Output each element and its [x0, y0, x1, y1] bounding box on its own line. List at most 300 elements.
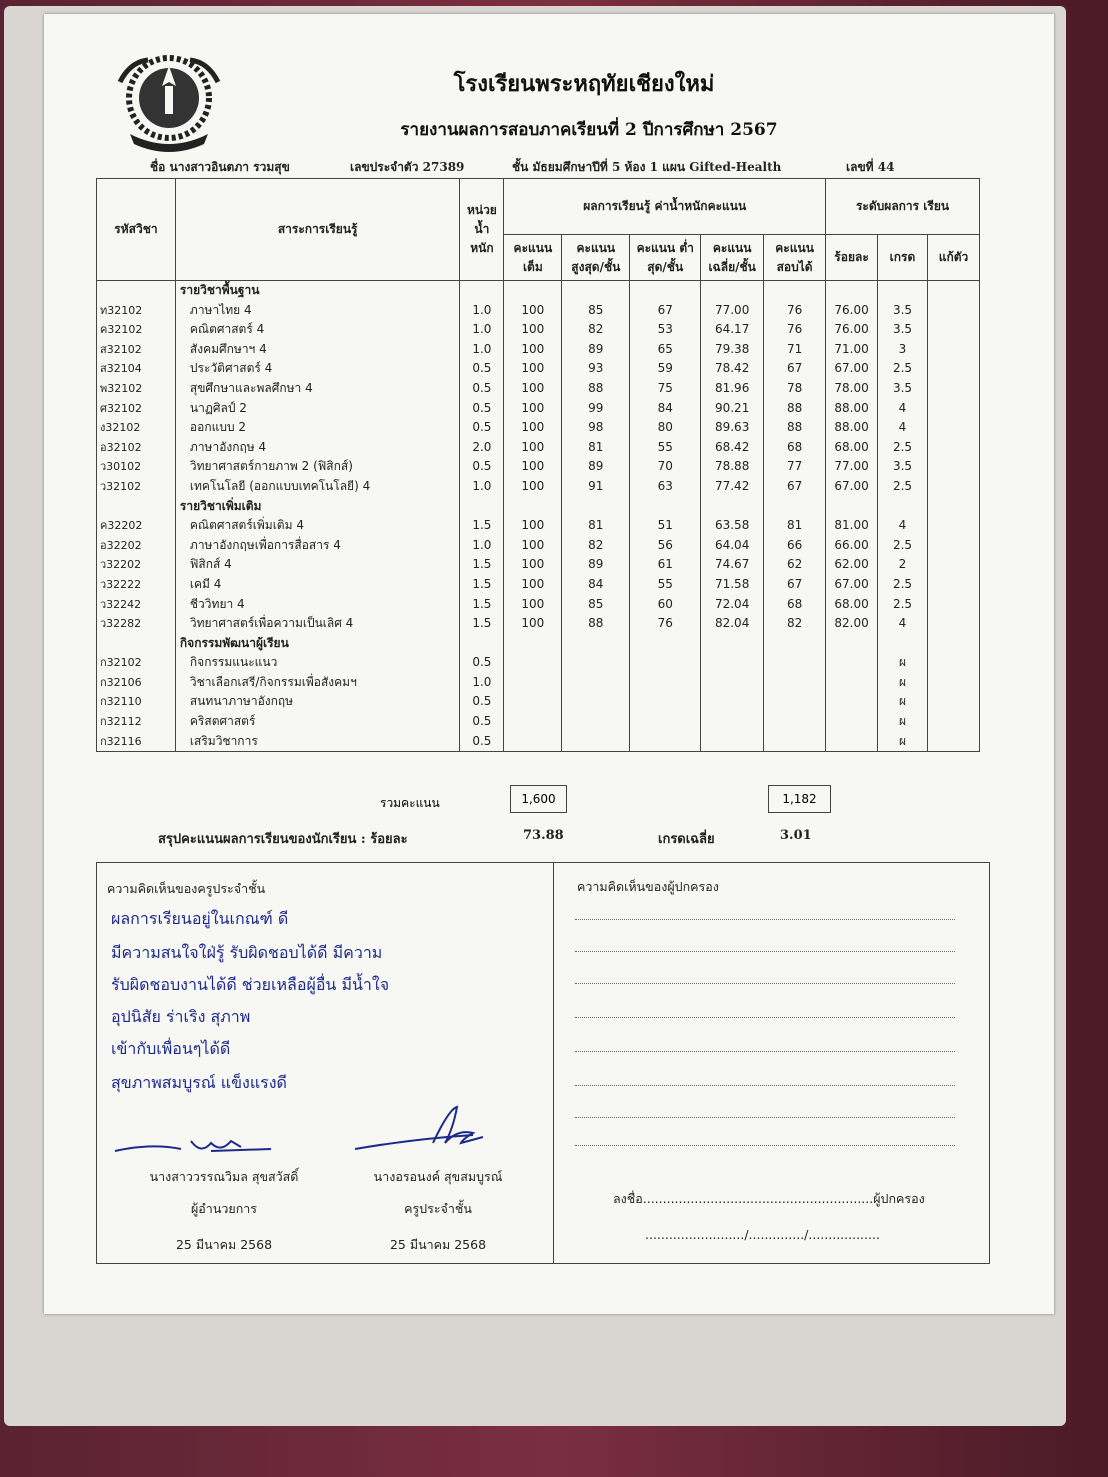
cell-min: 60: [630, 595, 701, 615]
cell-credit: 0.5: [460, 457, 504, 477]
cell-full: [504, 692, 562, 712]
cell-code: ว30102: [97, 457, 176, 477]
cell-avg: 89.63: [701, 418, 764, 438]
teacher-comment-line: ผลการเรียนอยู่ในเกณฑ์ ดี: [111, 909, 289, 928]
director-signature-icon: [111, 1125, 281, 1165]
student-class: ชั้น มัธยมศึกษาปีที่ 5 ห้อง 1 แผน Gifted-Health: [512, 160, 782, 174]
cell-code: ค32202: [97, 516, 176, 536]
cell-pct: 88.00: [826, 418, 878, 438]
cell-pct: [826, 732, 878, 752]
cell-max: 89: [562, 457, 630, 477]
cell-code: ก32110: [97, 692, 176, 712]
cell-remedy: [927, 418, 979, 438]
cell-grade: 4: [878, 418, 928, 438]
cell-code: ว32222: [97, 575, 176, 595]
cell-full: 100: [504, 555, 562, 575]
cell-avg: 64.17: [701, 320, 764, 340]
student-name: ชื่อ นางสาวอินตภา รวมสุข: [150, 160, 290, 174]
cell-subject: สุขศึกษาและพลศึกษา 4: [175, 379, 460, 399]
cell-full: 100: [504, 457, 562, 477]
cell-max: 93: [562, 359, 630, 379]
cell-got: [764, 732, 826, 752]
cell-min: 56: [630, 536, 701, 556]
header-credit: หน่วย น้ำ หนัก: [460, 179, 504, 281]
cell-remedy: [927, 301, 979, 321]
cell-avg: 77.00: [701, 301, 764, 321]
cell-grade: 2.5: [878, 575, 928, 595]
cell-subject: ออกแบบ 2: [175, 418, 460, 438]
cell-credit: 1.5: [460, 595, 504, 615]
cell-remedy: [927, 575, 979, 595]
student-number: เลขที่ 44: [846, 160, 895, 174]
table-row: [97, 653, 980, 673]
cell-code: อ32202: [97, 536, 176, 556]
cell-grade: 2.5: [878, 536, 928, 556]
cell-got: 88: [764, 418, 826, 438]
cell-pct: 67.00: [826, 575, 878, 595]
cell-max: [562, 653, 630, 673]
table-row: [97, 516, 980, 536]
cell-min: 84: [630, 399, 701, 419]
cell-pct: 71.00: [826, 340, 878, 360]
cell-max: [562, 673, 630, 693]
cell-credit: 1.5: [460, 614, 504, 634]
school-name: โรงเรียนพระหฤทัยเชียงใหม่: [453, 71, 715, 97]
gpa-value: 3.01: [780, 828, 812, 843]
table-row: [97, 692, 980, 712]
section-additional: รายวิชาเพิ่มเติม: [175, 497, 460, 517]
summary-percent: 73.88: [523, 828, 564, 843]
header-subject: สาระการเรียนรู้: [175, 179, 460, 281]
cell-pct: 66.00: [826, 536, 878, 556]
cell-full: 100: [504, 516, 562, 536]
cell-max: [562, 692, 630, 712]
parent-dotted-line: [575, 1117, 955, 1118]
cell-min: [630, 732, 701, 752]
cell-subject: ภาษาอังกฤษเพื่อการสื่อสาร 4: [175, 536, 460, 556]
table-row: [97, 457, 980, 477]
cell-got: 67: [764, 477, 826, 497]
cell-credit: 0.5: [460, 653, 504, 673]
cell-min: 53: [630, 320, 701, 340]
cell-full: 100: [504, 536, 562, 556]
cell-code: ก32112: [97, 712, 176, 732]
cell-credit: 1.5: [460, 516, 504, 536]
cell-full: 100: [504, 399, 562, 419]
cell-avg: 71.58: [701, 575, 764, 595]
cell-got: 78: [764, 379, 826, 399]
parent-dotted-line: [575, 1145, 955, 1146]
cell-grade: ผ: [878, 732, 928, 752]
cell-grade: ผ: [878, 692, 928, 712]
parent-comment-label: ความคิดเห็นของผู้ปกครอง: [577, 879, 719, 894]
cell-pct: 78.00: [826, 379, 878, 399]
total-got: 1,182: [768, 785, 831, 813]
header-code: รหัสวิชา: [97, 179, 176, 281]
cell-grade: 4: [878, 516, 928, 536]
cell-min: 59: [630, 359, 701, 379]
cell-remedy: [927, 379, 979, 399]
cell-got: 71: [764, 340, 826, 360]
cell-full: [504, 673, 562, 693]
cell-credit: 1.0: [460, 673, 504, 693]
cell-got: 67: [764, 359, 826, 379]
cell-credit: 1.5: [460, 575, 504, 595]
header-grade: เกรด: [878, 235, 928, 281]
table-row: [97, 301, 980, 321]
cell-pct: 88.00: [826, 399, 878, 419]
cell-subject: ชีววิทยา 4: [175, 595, 460, 615]
cell-avg: 79.38: [701, 340, 764, 360]
cell-got: [764, 653, 826, 673]
cell-code: ก32116: [97, 732, 176, 752]
cell-code: ก32102: [97, 653, 176, 673]
cell-grade: 4: [878, 614, 928, 634]
cell-got: [764, 673, 826, 693]
cell-code: ศ32102: [97, 399, 176, 419]
cell-min: 63: [630, 477, 701, 497]
cell-subject: ประวัติศาสตร์ 4: [175, 359, 460, 379]
cell-pct: 68.00: [826, 595, 878, 615]
grades-body: [97, 281, 980, 752]
cell-avg: 77.42: [701, 477, 764, 497]
cell-min: 55: [630, 575, 701, 595]
cell-full: [504, 712, 562, 732]
cell-credit: 1.0: [460, 340, 504, 360]
comments-box: [96, 862, 990, 1264]
header-avg: คะแนน เฉลี่ย/ชั้น: [701, 235, 764, 281]
cell-got: 68: [764, 595, 826, 615]
cell-code: ว32242: [97, 595, 176, 615]
director-date: 25 มีนาคม 2568: [175, 1237, 273, 1252]
cell-avg: 64.04: [701, 536, 764, 556]
cell-full: 100: [504, 301, 562, 321]
header-max: คะแนน สูงสุด/ชั้น: [562, 235, 630, 281]
cell-max: 98: [562, 418, 630, 438]
table-row: [97, 555, 980, 575]
cell-max: 88: [562, 614, 630, 634]
cell-subject: คริสตศาสตร์: [175, 712, 460, 732]
cell-avg: [701, 712, 764, 732]
cell-full: 100: [504, 418, 562, 438]
cell-subject: คณิตศาสตร์ 4: [175, 320, 460, 340]
section-row-activities: [97, 634, 980, 654]
cell-remedy: [927, 732, 979, 752]
cell-grade: 2.5: [878, 359, 928, 379]
cell-got: 67: [764, 575, 826, 595]
cell-min: 80: [630, 418, 701, 438]
cell-full: [504, 653, 562, 673]
cell-code: อ32102: [97, 438, 176, 458]
cell-full: 100: [504, 379, 562, 399]
cell-pct: [826, 673, 878, 693]
cell-credit: 0.5: [460, 732, 504, 752]
cell-pct: [826, 692, 878, 712]
cell-avg: 63.58: [701, 516, 764, 536]
cell-code: ส32102: [97, 340, 176, 360]
cell-credit: 1.0: [460, 536, 504, 556]
parent-dotted-line: [575, 951, 955, 952]
cell-pct: 68.00: [826, 438, 878, 458]
cell-grade: 3: [878, 340, 928, 360]
cell-full: 100: [504, 595, 562, 615]
total-full: 1,600: [510, 785, 567, 813]
cell-max: 89: [562, 340, 630, 360]
teacher-comment-line: เข้ากับเพื่อนๆได้ดี: [111, 1039, 231, 1058]
cell-min: [630, 653, 701, 673]
cell-avg: 68.42: [701, 438, 764, 458]
cell-grade: ผ: [878, 673, 928, 693]
cell-pct: 81.00: [826, 516, 878, 536]
cell-subject: สนทนาภาษาอังกฤษ: [175, 692, 460, 712]
table-row: [97, 614, 980, 634]
cell-code: ว32102: [97, 477, 176, 497]
cell-grade: ผ: [878, 712, 928, 732]
cell-subject: ภาษาอังกฤษ 4: [175, 438, 460, 458]
cell-subject: ภาษาไทย 4: [175, 301, 460, 321]
cell-subject: วิทยาศาสตร์เพื่อความเป็นเลิศ 4: [175, 614, 460, 634]
table-row: [97, 477, 980, 497]
cell-avg: 74.67: [701, 555, 764, 575]
cell-remedy: [927, 399, 979, 419]
cell-subject: วิทยาศาสตร์กายภาพ 2 (ฟิสิกส์): [175, 457, 460, 477]
cell-grade: 3.5: [878, 301, 928, 321]
cell-pct: 67.00: [826, 359, 878, 379]
cell-pct: 67.00: [826, 477, 878, 497]
table-row: [97, 438, 980, 458]
cell-code: ง32102: [97, 418, 176, 438]
table-row: [97, 418, 980, 438]
director-name: นางสาววรรณวิมล สุขสวัสดิ์: [149, 1169, 299, 1184]
cell-remedy: [927, 320, 979, 340]
cell-avg: [701, 673, 764, 693]
table-row: [97, 359, 980, 379]
section-basic: รายวิชาพื้นฐาน: [175, 281, 460, 301]
table-row: [97, 536, 980, 556]
cell-credit: 1.5: [460, 555, 504, 575]
cell-code: ส32104: [97, 359, 176, 379]
cell-max: 88: [562, 379, 630, 399]
header-full: คะแนน เต็ม: [504, 235, 562, 281]
parent-dotted-line: [575, 919, 955, 920]
cell-remedy: [927, 712, 979, 732]
parent-dotted-line: [575, 1051, 955, 1052]
table-row: [97, 379, 980, 399]
cell-code: ค32102: [97, 320, 176, 340]
teacher-comment-line: อุปนิสัย ร่าเริง สุภาพ: [111, 1007, 251, 1026]
table-row: [97, 732, 980, 752]
cell-grade: 2.5: [878, 438, 928, 458]
cell-full: [504, 732, 562, 752]
cell-remedy: [927, 653, 979, 673]
cell-max: 85: [562, 595, 630, 615]
cell-full: 100: [504, 477, 562, 497]
cell-remedy: [927, 673, 979, 693]
cell-got: 88: [764, 399, 826, 419]
report-title: รายงานผลการสอบภาคเรียนที่ 2 ปีการศึกษา 2567: [400, 120, 778, 140]
director-title: ผู้อำนวยการ: [190, 1201, 258, 1216]
cell-credit: 1.0: [460, 477, 504, 497]
cell-min: 67: [630, 301, 701, 321]
teacher-title: ครูประจำชั้น: [404, 1201, 472, 1216]
cell-max: [562, 732, 630, 752]
cell-credit: 0.5: [460, 418, 504, 438]
cell-credit: 0.5: [460, 692, 504, 712]
cell-avg: [701, 732, 764, 752]
cell-credit: 2.0: [460, 438, 504, 458]
cell-got: [764, 712, 826, 732]
cell-pct: [826, 712, 878, 732]
total-label: รวมคะแนน: [380, 796, 440, 810]
cell-remedy: [927, 340, 979, 360]
teacher-comment-line: รับผิดชอบงานได้ดี ช่วยเหลือผู้อื่น มีน้ำใจ: [111, 975, 390, 994]
cell-avg: 81.96: [701, 379, 764, 399]
cell-grade: 3.5: [878, 320, 928, 340]
cell-full: 100: [504, 438, 562, 458]
cell-got: 77: [764, 457, 826, 477]
teacher-comment-line: มีความสนใจใฝ่รู้ รับผิดชอบได้ดี มีความ: [111, 943, 383, 962]
section-row-basic: [97, 281, 980, 301]
table-row: [97, 673, 980, 693]
cell-subject: วิชาเลือกเสรี/กิจกรรมเพื่อสังคมฯ: [175, 673, 460, 693]
cell-remedy: [927, 477, 979, 497]
cell-subject: นาฏศิลป์ 2: [175, 399, 460, 419]
cell-pct: 62.00: [826, 555, 878, 575]
cell-min: 61: [630, 555, 701, 575]
cell-subject: กิจกรรมแนะแนว: [175, 653, 460, 673]
cell-max: 99: [562, 399, 630, 419]
cell-credit: 1.0: [460, 301, 504, 321]
cell-max: [562, 712, 630, 732]
cell-got: 76: [764, 320, 826, 340]
table-row: [97, 320, 980, 340]
cell-pct: [826, 653, 878, 673]
header-scores-group: ผลการเรียนรู้ ค่าน้ำหนักคะแนน: [504, 179, 826, 235]
table-row: [97, 575, 980, 595]
cell-avg: 78.88: [701, 457, 764, 477]
cell-grade: 2.5: [878, 595, 928, 615]
cell-code: ท32102: [97, 301, 176, 321]
cell-code: ว32282: [97, 614, 176, 634]
cell-min: 75: [630, 379, 701, 399]
student-id: เลขประจำตัว 27389: [350, 160, 465, 174]
cell-subject: ฟิสิกส์ 4: [175, 555, 460, 575]
cell-grade: 2: [878, 555, 928, 575]
cell-avg: 72.04: [701, 595, 764, 615]
cell-full: 100: [504, 320, 562, 340]
cell-subject: คณิตศาสตร์เพิ่มเติม 4: [175, 516, 460, 536]
cell-got: 62: [764, 555, 826, 575]
cell-remedy: [927, 595, 979, 615]
cell-remedy: [927, 614, 979, 634]
cell-grade: 2.5: [878, 477, 928, 497]
teacher-comment-line: สุขภาพสมบูรณ์ แข็งแรงดี: [111, 1073, 287, 1092]
cell-code: ว32202: [97, 555, 176, 575]
cell-avg: 82.04: [701, 614, 764, 634]
cell-min: 65: [630, 340, 701, 360]
cell-grade: 4: [878, 399, 928, 419]
cell-remedy: [927, 516, 979, 536]
comments-divider: [553, 863, 554, 1263]
cell-grade: 3.5: [878, 457, 928, 477]
parent-date-line: ........................./............../..................: [645, 1227, 880, 1242]
cell-credit: 0.5: [460, 359, 504, 379]
cell-max: 89: [562, 555, 630, 575]
cell-subject: เคมี 4: [175, 575, 460, 595]
cell-full: 100: [504, 359, 562, 379]
cell-min: [630, 692, 701, 712]
cell-remedy: [927, 457, 979, 477]
teacher-signature-icon: [353, 1099, 503, 1159]
header-min: คะแนน ต่ำสุด/ชั้น: [630, 235, 701, 281]
table-row: [97, 340, 980, 360]
cell-credit: 1.0: [460, 320, 504, 340]
cell-grade: 3.5: [878, 379, 928, 399]
cell-code: พ32102: [97, 379, 176, 399]
cell-full: 100: [504, 614, 562, 634]
cell-remedy: [927, 555, 979, 575]
table-row: [97, 399, 980, 419]
section-activities: กิจกรรมพัฒนาผู้เรียน: [175, 634, 460, 654]
cell-code: ก32106: [97, 673, 176, 693]
cell-pct: 82.00: [826, 614, 878, 634]
cell-min: 51: [630, 516, 701, 536]
parent-dotted-line: [575, 983, 955, 984]
teacher-name: นางอรอนงค์ สุขสมบูรณ์: [373, 1169, 503, 1184]
cell-max: 85: [562, 301, 630, 321]
cell-max: 81: [562, 438, 630, 458]
cell-pct: 76.00: [826, 320, 878, 340]
cell-got: 76: [764, 301, 826, 321]
cell-remedy: [927, 692, 979, 712]
header-percent: ร้อยละ: [826, 235, 878, 281]
parent-dotted-line: [575, 1017, 955, 1018]
cell-got: [764, 692, 826, 712]
parent-dotted-line: [575, 1085, 955, 1086]
cell-full: 100: [504, 575, 562, 595]
cell-min: [630, 712, 701, 732]
header-got: คะแนน สอบได้: [764, 235, 826, 281]
summary-label: สรุปคะแนนผลการเรียนของนักเรียน : ร้อยละ: [158, 832, 408, 847]
cell-credit: 0.5: [460, 712, 504, 732]
cell-min: 76: [630, 614, 701, 634]
cell-remedy: [927, 536, 979, 556]
grades-table: [96, 178, 980, 752]
table-row: [97, 712, 980, 732]
header-level-group: ระดับผลการ เรียน: [826, 179, 980, 235]
cell-subject: สังคมศึกษาฯ 4: [175, 340, 460, 360]
cell-min: 70: [630, 457, 701, 477]
cell-subject: เทคโนโลยี (ออกแบบเทคโนโลยี) 4: [175, 477, 460, 497]
cell-max: 81: [562, 516, 630, 536]
cell-credit: 0.5: [460, 379, 504, 399]
cell-remedy: [927, 359, 979, 379]
cell-min: 55: [630, 438, 701, 458]
cell-remedy: [927, 438, 979, 458]
section-row-additional: [97, 497, 980, 517]
teacher-comment-label: ความคิดเห็นของครูประจำชั้น: [107, 881, 266, 896]
cell-credit: 0.5: [460, 399, 504, 419]
cell-got: 81: [764, 516, 826, 536]
cell-avg: [701, 692, 764, 712]
gpa-label: เกรดเฉลี่ย: [658, 832, 715, 847]
cell-got: 66: [764, 536, 826, 556]
cell-full: 100: [504, 340, 562, 360]
table-row: [97, 595, 980, 615]
cell-max: 84: [562, 575, 630, 595]
cell-max: 82: [562, 536, 630, 556]
cell-max: 91: [562, 477, 630, 497]
